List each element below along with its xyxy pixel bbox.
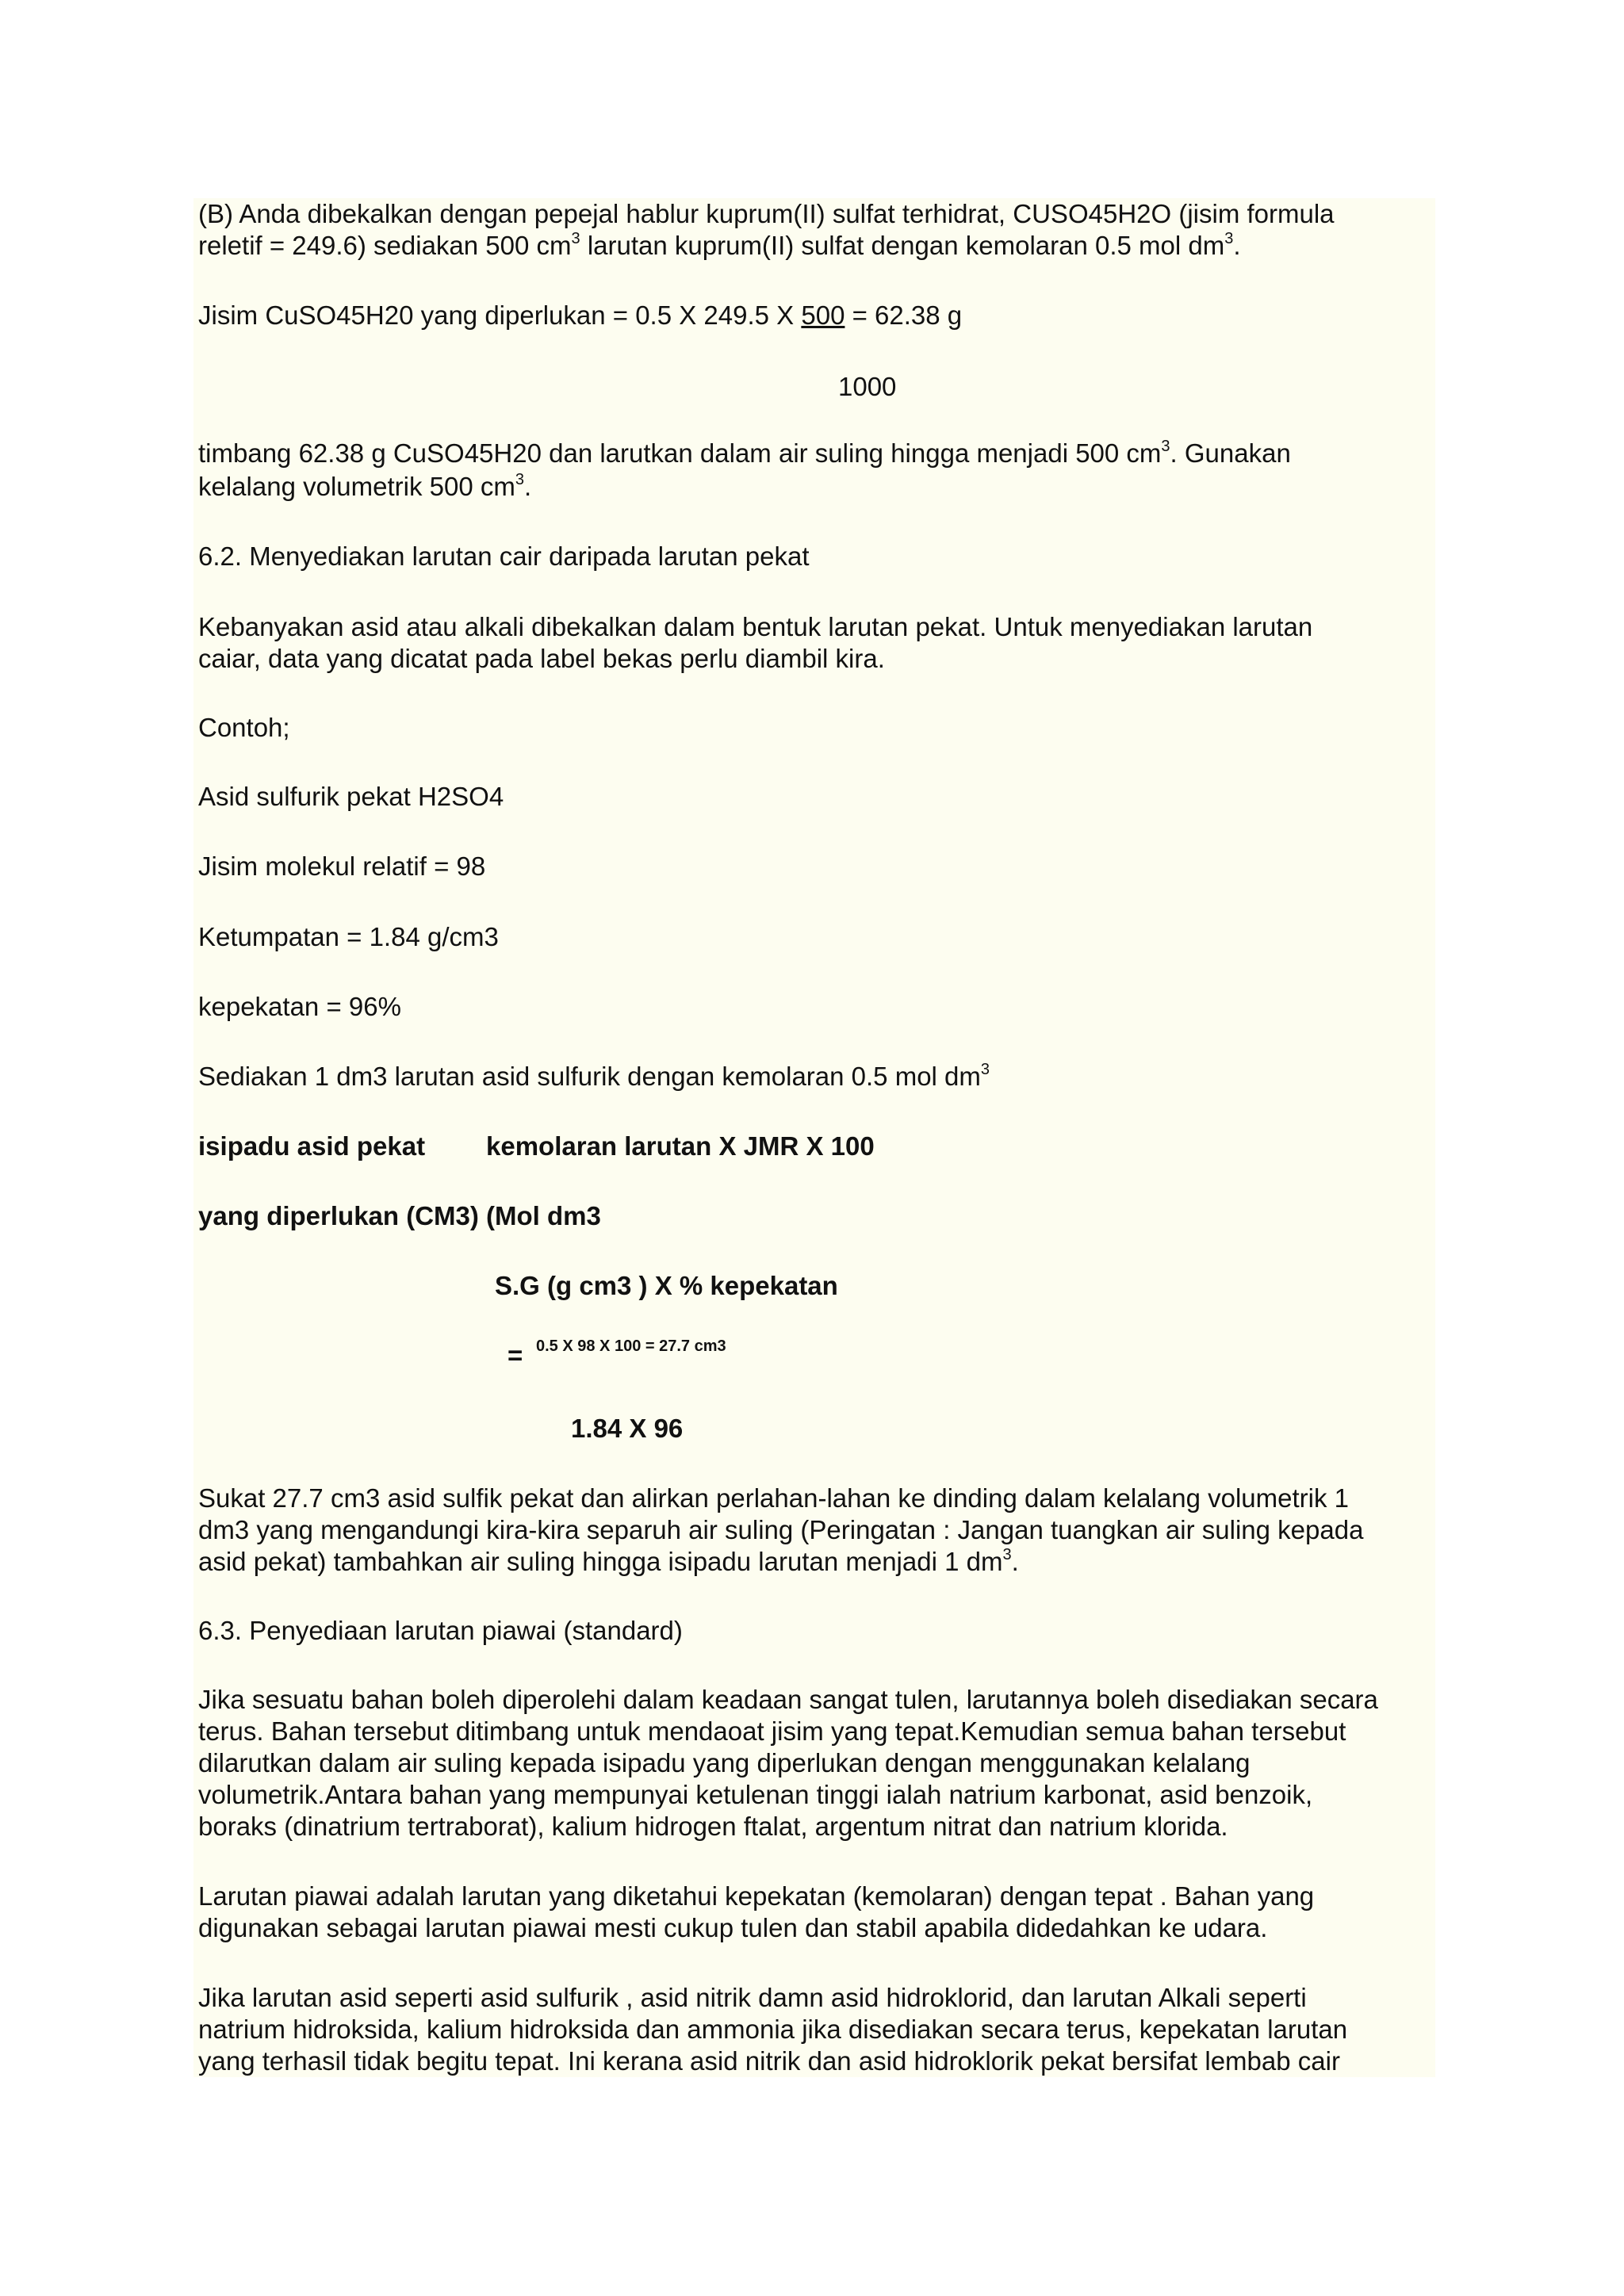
text: kepekatan = 96%: [198, 992, 401, 1021]
text: (B) Anda dibekalkan dengan pepejal hablur kuprum(II) sulfat terhidrat, CUSO45H2O (jisim formula: [198, 199, 1335, 228]
superscript: 3: [1002, 1546, 1012, 1563]
text: Larutan piawai adalah larutan yang diketahui kepekatan (kemolaran) dengan tepat . Bahan yang: [198, 1881, 1315, 1911]
sukat-line-1: [198, 1483, 1435, 1514]
formula-lhs-2: [198, 1200, 1435, 1232]
timbang-line-1: [198, 438, 1435, 469]
timbang-line-2: [198, 471, 1435, 503]
kepekatan-line: [198, 991, 1435, 1023]
text: .: [1233, 231, 1241, 260]
text: Kebanyakan asid atau alkali dibekalkan dalam bentuk larutan pekat. Untuk menyediakan larutan: [198, 612, 1313, 641]
text: .: [523, 472, 532, 501]
text: Sediakan 1 dm3 larutan asid sulfurik dengan kemolaran 0.5 mol dm: [198, 1062, 981, 1091]
text: .: [1011, 1547, 1019, 1576]
text: terus. Bahan tersebut ditimbang untuk mendaoat jisim yang tepat.Kemudian semua bahan tersebut: [198, 1716, 1346, 1746]
section-heading-6-2: [198, 541, 1435, 572]
section-b-line-1: [198, 198, 1435, 230]
text: isipadu asid pekat: [198, 1131, 426, 1161]
contoh-label: [198, 712, 1435, 744]
formula-calculation-denominator: [571, 1413, 683, 1445]
paragraph-kebanyakan-1: [198, 611, 1435, 643]
superscript: 3: [1161, 438, 1170, 455]
text: natrium hidroksida, kalium hidroksida dan ammonia jika disediakan secara terus, kepekatan larutan: [198, 2015, 1348, 2044]
sukat-line-2: [198, 1514, 1435, 1546]
text: timbang 62.38 g CuSO45H20 dan larutkan dalam air suling hingga menjadi 500 cm: [198, 438, 1162, 468]
paragraph-larutan-line-2: [198, 1912, 1435, 1944]
paragraph-jika-2-line-1: [198, 1982, 1435, 2014]
fraction-numerator: 500: [801, 300, 845, 330]
text: Ketumpatan = 1.84 g/cm3: [198, 922, 499, 951]
section-heading-6-3: [198, 1615, 1435, 1647]
paragraph-jika-1-line-4: [198, 1779, 1435, 1811]
paragraph-jika-2-line-2: [198, 2014, 1435, 2045]
text: Contoh;: [198, 713, 290, 742]
section-b-line-2: [198, 230, 1435, 262]
text: volumetrik.Antara bahan yang mempunyai ketulenan tinggi ialah natrium karbonat, asid benzoik,: [198, 1780, 1313, 1809]
text: yang terhasil tidak begitu tepat. Ini kerana asid nitrik dan asid hidroklorik pekat bersifat lembab cair: [198, 2046, 1340, 2076]
paragraph-jika-1-line-3: [198, 1747, 1435, 1779]
text: 1000: [838, 372, 897, 401]
superscript: 3: [515, 471, 524, 488]
text: = 62.38 g: [845, 300, 963, 330]
text: yang diperlukan (CM3) (Mol dm3: [198, 1201, 601, 1230]
sediakan-line: [198, 1061, 1435, 1093]
text: dilarutkan dalam air suling kepada isipadu yang diperlukan dengan menggunakan kelalang: [198, 1748, 1251, 1777]
paragraph-larutan-line-1: [198, 1881, 1435, 1912]
sukat-line-3: [198, 1546, 1435, 1578]
formula-denominator: [495, 1270, 838, 1302]
text: larutan kuprum(II) sulfat dengan kemolaran 0.5 mol dm: [580, 231, 1225, 260]
text: Jisim molekul relatif = 98: [198, 851, 486, 881]
text: =: [508, 1341, 523, 1370]
fraction-denominator: [838, 371, 896, 403]
text: kelalang volumetrik 500 cm: [198, 472, 515, 501]
paragraph-jika-1-line-5: [198, 1811, 1435, 1843]
text: boraks (dinatrium tertraborat), kalium hidrogen ftalat, argentum nitrat dan natrium klorida.: [198, 1812, 1228, 1841]
formula-calculation: [536, 1330, 726, 1362]
jisim-calculation: [198, 300, 1435, 331]
jisim-molekul-line: [198, 851, 1435, 882]
superscript: 3: [1224, 230, 1234, 247]
text: 6.3. Penyediaan larutan piawai (standard): [198, 1616, 683, 1645]
asid-line: [198, 781, 1435, 813]
text: Jika sesuatu bahan boleh diperolehi dalam keadaan sangat tulen, larutannya boleh disediakan secara: [198, 1685, 1378, 1714]
text: caiar, data yang dicatat pada label bekas perlu diambil kira.: [198, 644, 885, 673]
text: dm3 yang mengandungi kira-kira separuh air suling (Peringatan : Jangan tuangkan air suling kepada: [198, 1515, 1364, 1544]
text: . Gunakan: [1170, 438, 1291, 468]
text: Asid sulfurik pekat H2SO4: [198, 782, 504, 811]
text: digunakan sebagai larutan piawai mesti cukup tulen dan stabil apabila didedahkan ke udara.: [198, 1913, 1268, 1942]
text: Sukat 27.7 cm3 asid sulfik pekat dan alirkan perlahan-lahan ke dinding dalam kelalang volumetrik 1: [198, 1483, 1350, 1513]
formula-equals-sign: [508, 1340, 523, 1372]
text: S.G (g cm3 ) X % kepekatan: [495, 1271, 838, 1300]
text: Jika larutan asid seperti asid sulfurik , asid nitrik damn asid hidroklorid, dan larutan Alkali seperti: [198, 1983, 1307, 2012]
text: reletif = 249.6) sediakan 500 cm: [198, 231, 572, 260]
text: kemolaran larutan X JMR X 100: [486, 1131, 875, 1161]
text: 6.2. Menyediakan larutan cair daripada larutan pekat: [198, 541, 810, 571]
paragraph-jika-1-line-1: [198, 1684, 1435, 1716]
formula-rhs-1: [486, 1131, 875, 1162]
text: 0.5 X 98 X 100 = 27.7 cm3: [536, 1337, 726, 1355]
text: 1.84 X 96: [571, 1414, 684, 1443]
text: asid pekat) tambahkan air suling hingga isipadu larutan menjadi 1 dm: [198, 1547, 1003, 1576]
paragraph-kebanyakan-2: [198, 643, 1435, 675]
superscript: 3: [980, 1061, 990, 1078]
ketumpatan-line: [198, 921, 1435, 953]
paragraph-jika-2-line-3: [198, 2045, 1435, 2077]
paragraph-jika-1-line-2: [198, 1716, 1435, 1747]
superscript: 3: [571, 230, 580, 247]
text: Jisim CuSO45H20 yang diperlukan = 0.5 X 249.5 X: [198, 300, 802, 330]
